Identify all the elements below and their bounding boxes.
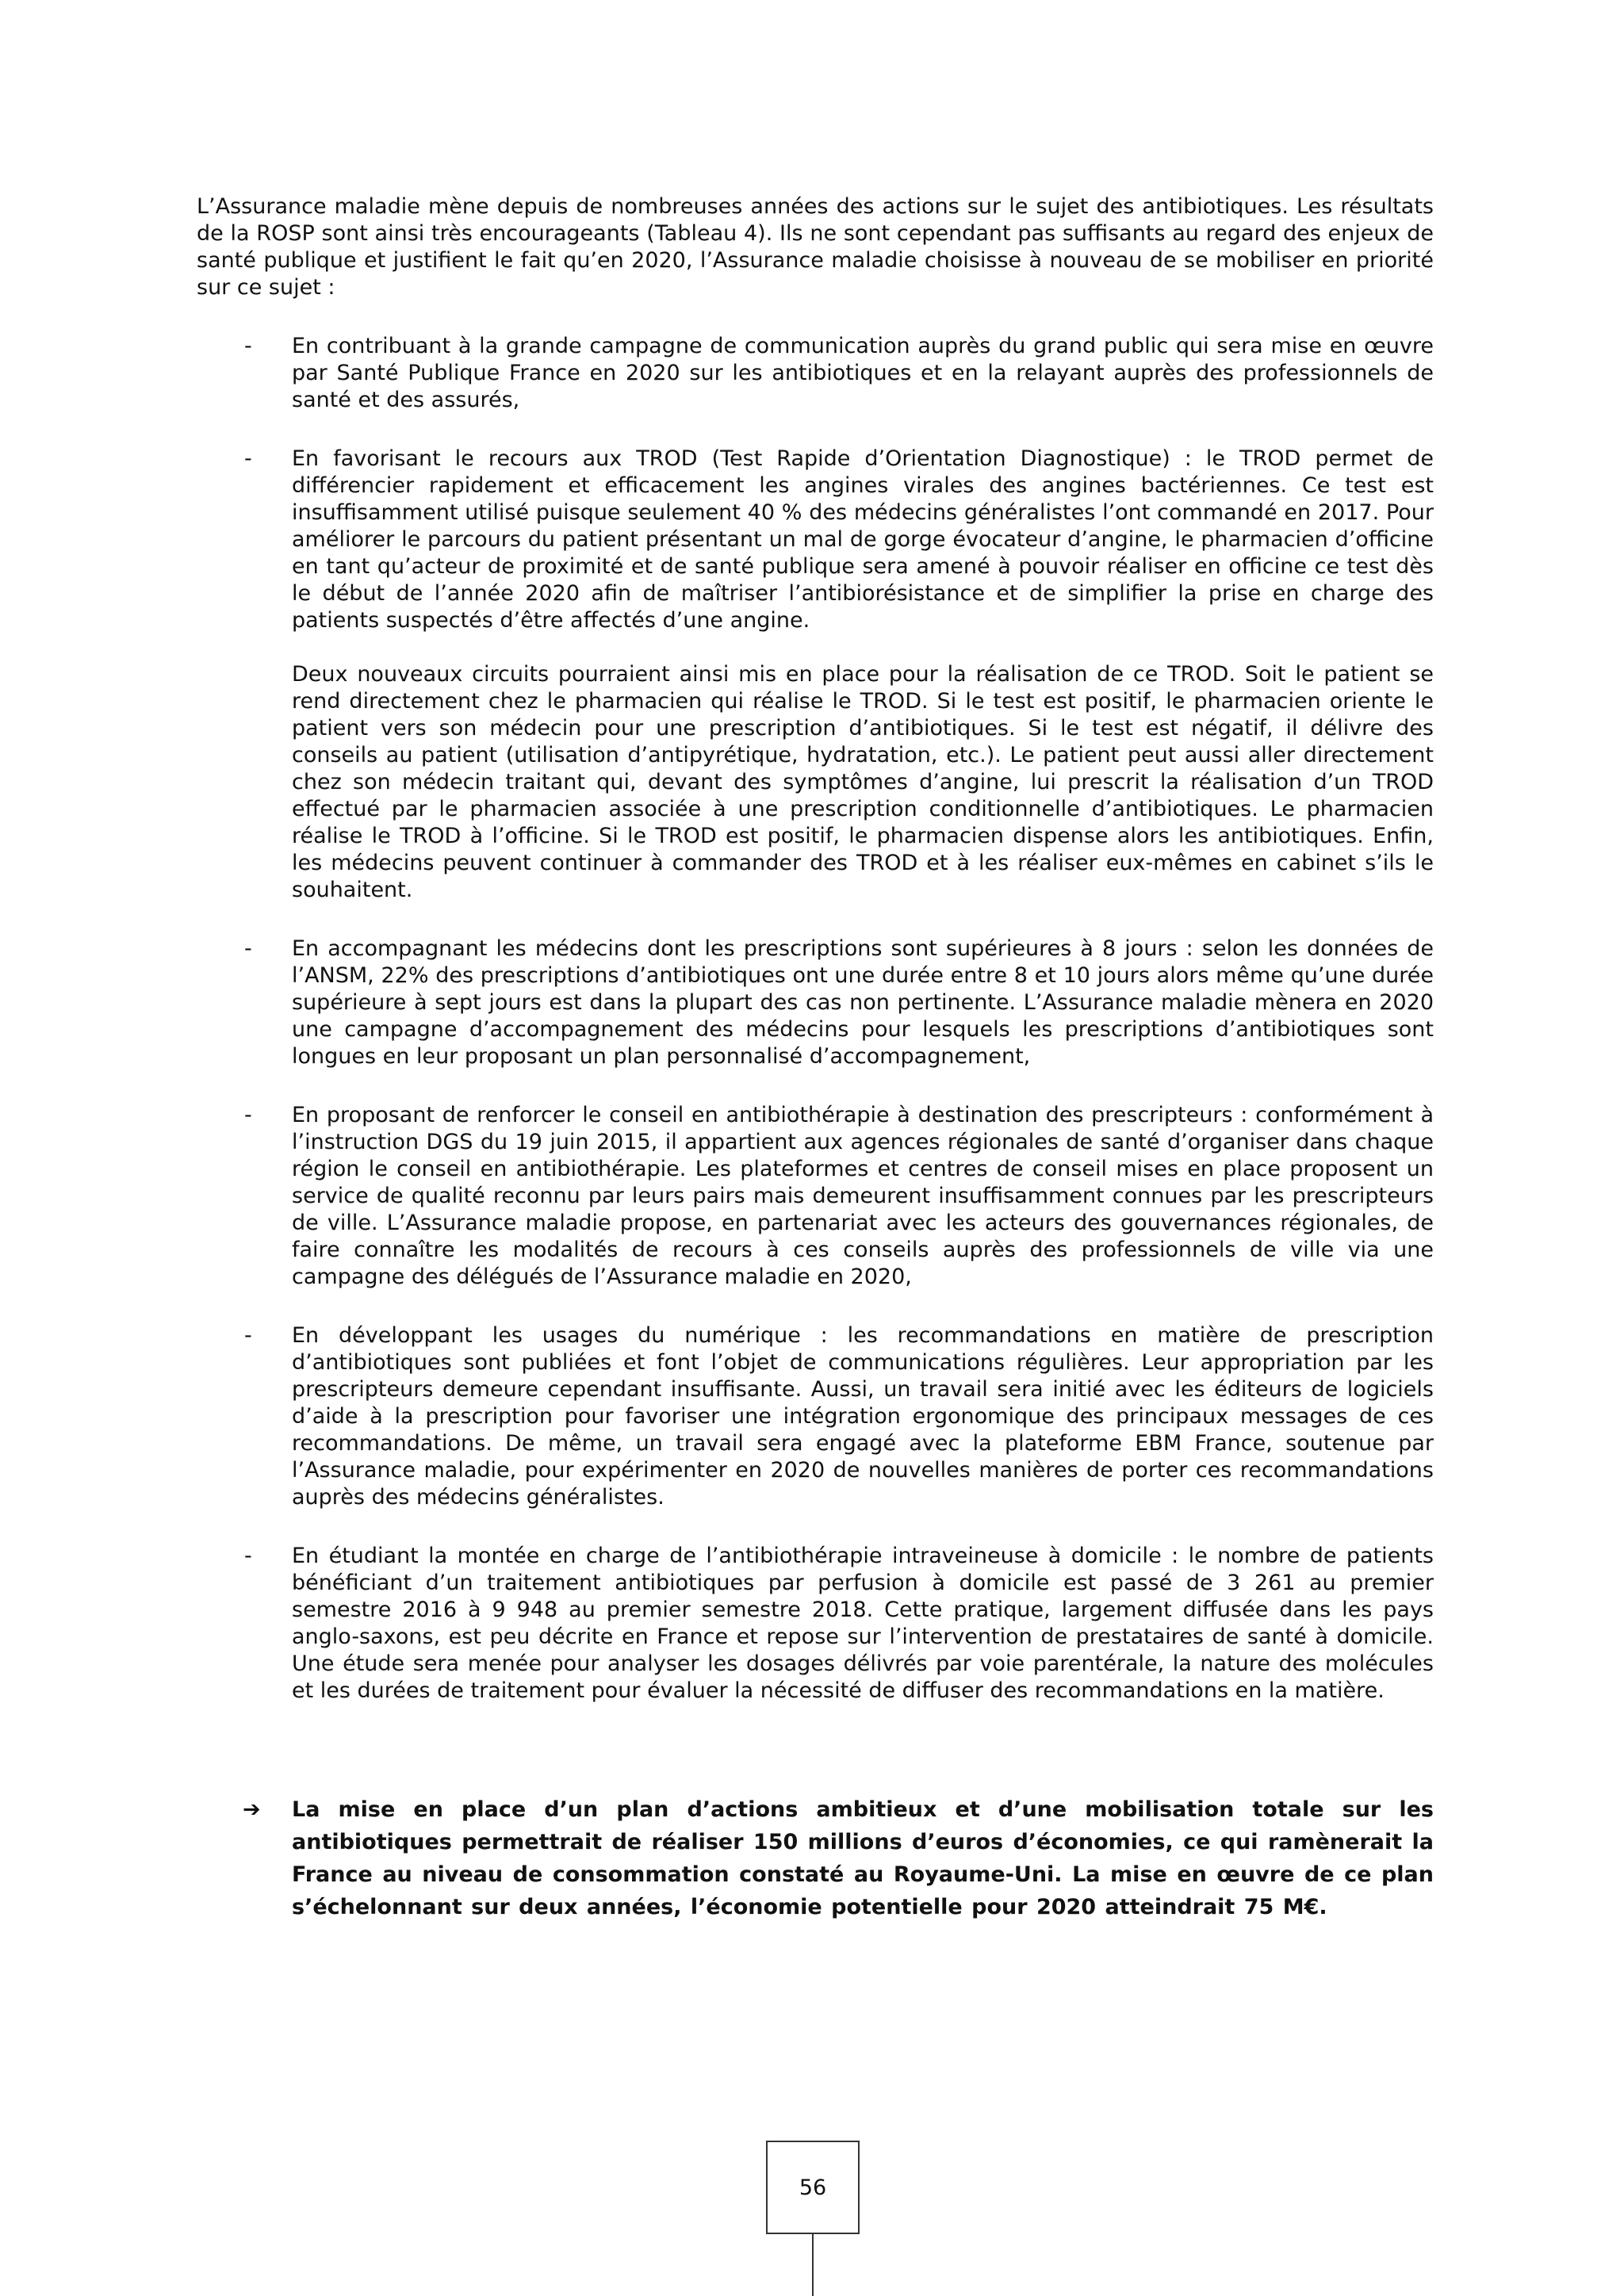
list-item-antibiotherapy-advice (197, 1102, 1434, 1291)
list-item-text: En proposant de renforcer le conseil en antibiothérapie à destination des prescripteurs : conformément à l’instruction DGS du 19 juin 2015, il appartient aux agences régionales de santé d’organiser dans chaque région le conseil en antibiothérapie. Les plateformes et centres de conseil mises en place proposent un service de qualité reconnu par leurs pairs mais demeurent insuffisamment connues par les prescripteurs de ville. L’Assurance maladie propose, en partenariat avec les acteurs des gouvernances régionales, de faire connaître les modalités de recours à ces conseils auprès des professionnels de ville via une campagne des délégués de l’Assurance maladie en 2020, (292, 1103, 1434, 1289)
list-item-text: Deux nouveaux circuits pourraient ainsi mis en place pour la réalisation de ce TROD. Soit le patient se rend directement chez le pharmacien qui réalise le TROD. Si le test est positif, le pharmacien oriente le patient vers son médecin pour une prescription d’antibiotiques. Si le test est négatif, il délivre des conseils au patient (utilisation d’antipyrétique, hydratation, etc.). Le patient peut aussi aller directement chez son médecin traitant qui, devant des symptômes d’angine, lui prescrit la réalisation d’un TROD effectué par le pharmacien associée à une prescription conditionnelle d’antibiotiques. Le pharmacien réalise le TROD à l’officine. Si le TROD est positif, le pharmacien dispense alors les antibiotiques. Enfin, les médecins peuvent continuer à commander des TROD et à les réaliser eux-mêmes en cabinet s’ils le souhaitent. (292, 662, 1434, 902)
conclusion-text: La mise en place d’un plan d’actions ambitieux et d’une mobilisation totale sur les antibiotiques permettrait de réaliser 150 millions d’euros d’économies, ce qui ramènerait la France au niveau de consommation constaté au Royaume-Uni. La mise en œuvre de ce plan s’échelonnant sur deux années, l’économie potentielle pour 2020 atteindrait 75 M€. (292, 1797, 1434, 1919)
list-item-text: En contribuant à la grande campagne de communication auprès du grand public qui sera mise en œuvre par Santé Publique France en 2020 sur les antibiotiques et en la relayant auprès des professionnels de santé et des assurés, (292, 334, 1434, 412)
list-item-text: En développant les usages du numérique : les recommandations en matière de prescription d’antibiotiques sont publiées et font l’objet de communications régulières. Leur appropriation par les prescripteurs demeure cependant insuffisante. Aussi, un travail sera initié avec les éditeurs de logiciels d’aide à la prescription pour favoriser une intégration ergonomique des principaux messages de ces recommandations. De même, un travail sera engagé avec la plateforme EBM France, soutenue par l’Assurance maladie, pour expérimenter en 2020 de nouvelles manières de porter ces recommandations auprès des médecins généralistes. (292, 1323, 1434, 1510)
bullet-dash: - (244, 1103, 252, 1127)
arrow-right-icon: ➔ (243, 1797, 261, 1822)
conclusion-block (197, 1793, 1434, 1923)
list-item-trod (197, 446, 1434, 904)
list-item-text: En accompagnant les médecins dont les prescriptions sont supérieures à 8 jours : selon les données de l’ANSM, 22% des prescriptions d’antibiotiques ont une durée entre 8 et 10 jours alors même qu’une durée supérieure à sept jours est dans la plupart des cas non pertinente. L’Assurance maladie mènera en 2020 une campagne d’accompagnement des médecins pour lesquels les prescriptions d’antibiotiques sont longues en leur proposant un plan personnalisé d’accompagnement, (292, 936, 1434, 1069)
list-item-text: En favorisant le recours aux TROD (Test Rapide d’Orientation Diagnostique) : le TROD permet de différencier rapidement et efficacement les angines virales des angines bactériennes. Ce test est insuffisamment utilisé puisque seulement 40 % des médecins généralistes l’ont commandé en 2017. Pour améliorer le parcours du patient présentant un mal de gorge évocateur d’angine, le pharmacien d’officine en tant qu’acteur de proximité et de santé publique sera amené à pouvoir réaliser en officine ce test dès le début de l’année 2020 afin de maîtriser l’antibiorésistance et de simplifier la prise en charge des patients suspectés d’être affectés d’une angine. (292, 446, 1434, 633)
list-item-text: En étudiant la montée en charge de l’antibiothérapie intraveineuse à domicile : le nombre de patients bénéficiant d’un traitement antibiotiques par perfusion à domicile est passé de 3 261 au premier semestre 2016 à 9 948 au premier semestre 2018. Cette pratique, largement diffusée dans les pays anglo-saxons, est peu décrite en France et repose sur l’intervention de prestataires de santé à domicile. Une étude sera menée pour analyser les dosages délivrés par voie parentérale, la nature des molécules et les durées de traitement pour évaluer la nécessité de diffuser des recommandations en la matière. (292, 1544, 1434, 1703)
page-number: 56 (766, 2141, 860, 2234)
list-item-digital-uses (197, 1322, 1434, 1511)
bullet-dash: - (244, 1323, 252, 1348)
document-body (197, 193, 1434, 1923)
page-number-divider (812, 2234, 814, 2296)
bullet-dash: - (244, 446, 252, 471)
bullet-dash: - (244, 1544, 252, 1568)
intro-paragraph: L’Assurance maladie mène depuis de nombreuses années des actions sur le sujet des antibiotiques. Les résultats de la ROSP sont ainsi très encourageants (Tableau 4). Ils ne sont cependant pas suffisants au regard des enjeux de santé publique et justifient le fait qu’en 2020, l’Assurance maladie choisisse à nouveau de se mobiliser en priorité sur ce sujet : (197, 194, 1434, 300)
list-item-prescription-duration (197, 936, 1434, 1070)
list-item-home-iv-therapy (197, 1543, 1434, 1705)
list-item-communication-campaign (197, 333, 1434, 414)
bullet-dash: - (244, 936, 252, 961)
action-list (197, 333, 1434, 1705)
bullet-dash: - (244, 334, 252, 358)
